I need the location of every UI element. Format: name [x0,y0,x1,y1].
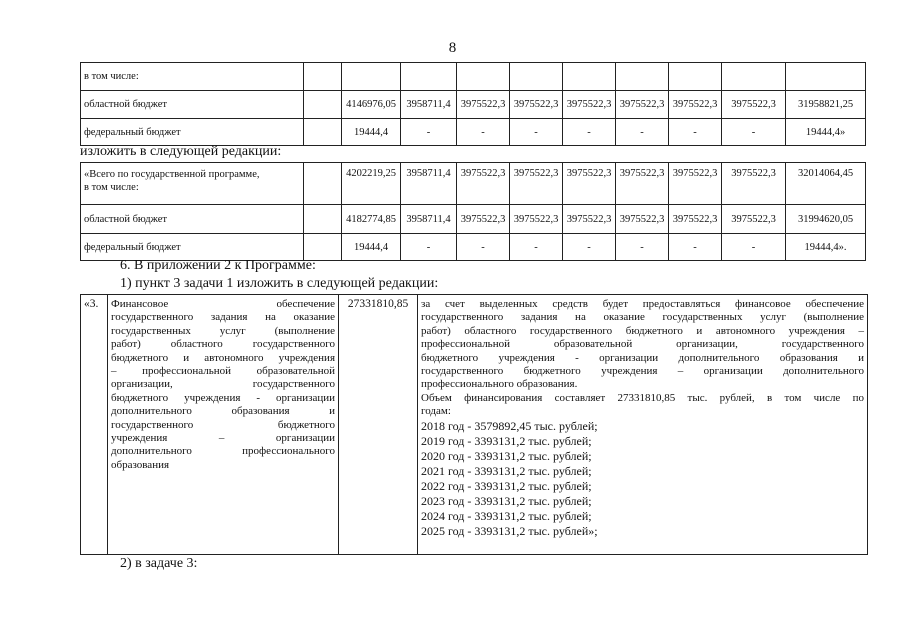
item-6-1-text: 1) пункт 3 задачи 1 изложить в следующей редакции: [120,276,439,291]
cell: 3975522,3 [563,163,616,205]
cell: 4202219,25 [342,163,401,205]
item-name: Финансовое обеспечение государственного задания на оказание государственных услуг (выполнение работ) областного государственного бюджетного и автономного учреждения – профессиональной образовательной организации, государственного бюджетного учреждения - организации дополнительного образования и государственного бюджетного учреждения – организации дополнительного профессионального образования [108,295,339,555]
cell: 3958711,4 [401,163,457,205]
cell: 32014064,45 [786,163,866,205]
budget-table-old [80,62,866,146]
table-row [81,295,868,555]
item-number: «3. [81,295,108,555]
cell: - [563,119,616,146]
cell: 3975522,3 [669,163,722,205]
cell: - [722,234,786,261]
cell: 19444,4 [342,119,401,146]
table-row [81,119,866,146]
cell: 3975522,3 [616,91,669,119]
cell: 3975522,3 [510,91,563,119]
year-line: 2025 год - 3393131,2 тыс. рублей»; [421,523,598,538]
cell: 3975522,3 [616,163,669,205]
item-description: за счет выделенных средств будет предоставляться финансовое обеспечение государственного задания на оказание государственных услуг (выполнение работ) областного государственного бюджетного и автономного учреждения – профессиональной образовательной организации, государственного бюджетного учреждения - организации дополнительного образования и государственного бюджетного учреждения – организации дополнительного профессионального образования. Объем финансирования составляет 27331810,85 тыс. рублей, в том числе по годам: 2018 год - 3579892,45 тыс. рублей; 2019 год - 3393131,2 тыс. рублей; 2020 год - 3393131,2 тыс. рублей; 2021 год - 3393131,2 тыс. рублей; 2022 год - 3393131,2 тыс. рублей; 2023 год - 3393131,2 тыс. рублей; 2024 год - 3393131,2 тыс. рублей; 2025 год - 3393131,2 тыс. рублей»; [418,295,868,555]
cell: - [401,234,457,261]
table-row [81,63,866,91]
cell: 19444,4» [786,119,866,146]
cell: 31994620,05 [786,205,866,234]
cell: 4182774,85 [342,205,401,234]
cell: 3975522,3 [722,91,786,119]
cell: 3958711,4 [401,91,457,119]
year-line: 2021 год - 3393131,2 тыс. рублей; [421,463,592,478]
cell: 3975522,3 [457,91,510,119]
cell: 19444,4 [342,234,401,261]
year-line: 2018 год - 3579892,45 тыс. рублей; [421,418,598,433]
cell: 3958711,4 [401,205,457,234]
cell: - [669,234,722,261]
year-line: 2023 год - 3393131,2 тыс. рублей; [421,493,592,508]
cell: - [669,119,722,146]
cell: 4146976,05 [342,91,401,119]
cell: - [563,234,616,261]
cell: - [722,119,786,146]
cell: 3975522,3 [457,163,510,205]
row-label: областной бюджет [81,205,304,234]
cell: 3975522,3 [669,91,722,119]
table-row [81,91,866,119]
cell: 3975522,3 [457,205,510,234]
item-total: 27331810,85 [339,295,418,555]
cell: - [457,234,510,261]
year-line: 2024 год - 3393131,2 тыс. рублей; [421,508,592,523]
task-table [80,294,868,555]
cell: - [457,119,510,146]
cell: - [616,119,669,146]
cell: 31958821,25 [786,91,866,119]
cell: 3975522,3 [669,205,722,234]
page-number: 8 [448,40,457,56]
row-label: федеральный бюджет [81,119,304,146]
row-label: «Всего по государственной программе, в том числе: [81,163,304,205]
year-line: 2019 год - 3393131,2 тыс. рублей; [421,433,592,448]
replace-text: изложить в следующей редакции: [80,144,282,159]
year-line: 2020 год - 3393131,2 тыс. рублей; [421,448,592,463]
year-line: 2022 год - 3393131,2 тыс. рублей; [421,478,592,493]
budget-table-new [80,162,866,261]
table-row [81,234,866,261]
cell: 3975522,3 [722,205,786,234]
cell: 3975522,3 [722,163,786,205]
table-row [81,163,866,205]
item-6-text: 6. В приложении 2 к Программе: [120,258,316,273]
cell: 3975522,3 [510,205,563,234]
cell: 3975522,3 [563,91,616,119]
row-label: федеральный бюджет [81,234,304,261]
cell: 19444,4». [786,234,866,261]
cell: 3975522,3 [616,205,669,234]
cell: 3975522,3 [510,163,563,205]
cell: - [510,119,563,146]
cell: 3975522,3 [563,205,616,234]
row-label: в том числе: [81,63,304,91]
row-label: областной бюджет [81,91,304,119]
cell: - [616,234,669,261]
cell: - [510,234,563,261]
task-3-text: 2) в задаче 3: [120,556,198,571]
table-row [81,205,866,234]
cell: - [401,119,457,146]
